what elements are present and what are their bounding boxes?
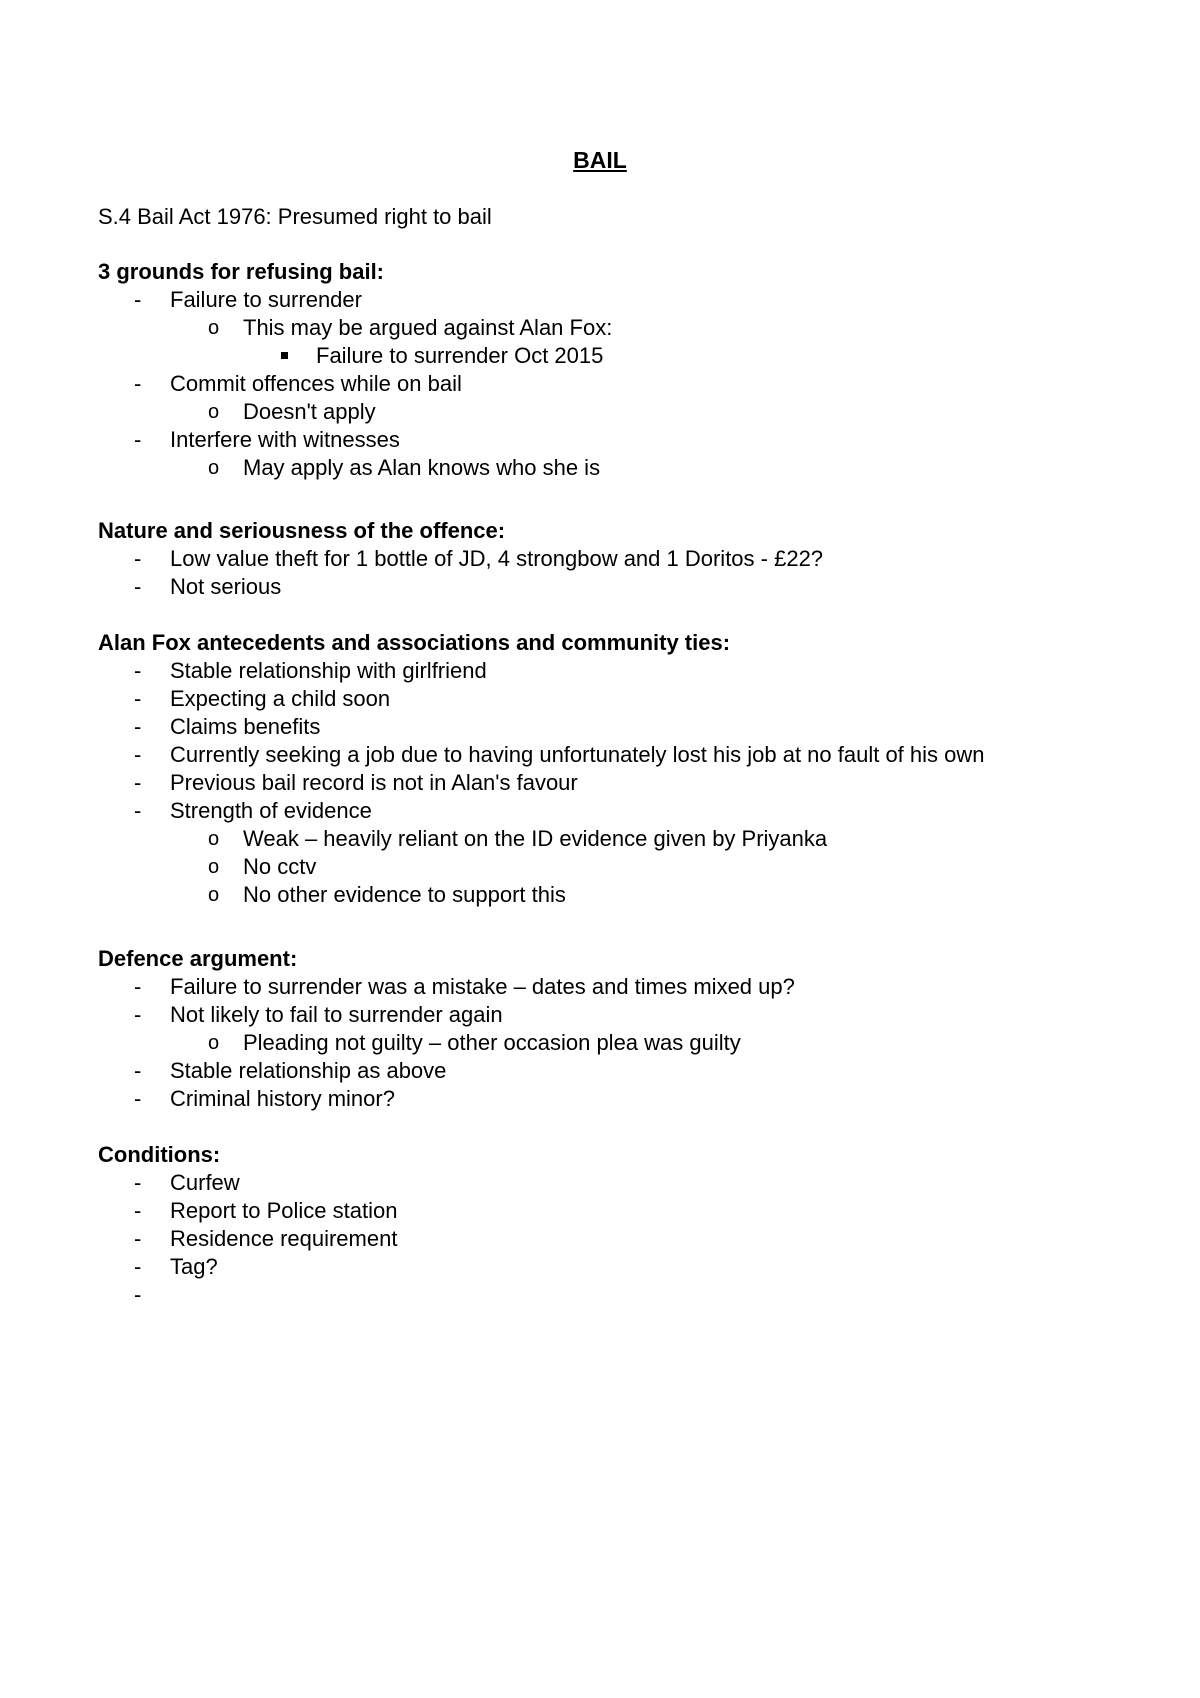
section-antecedents-and-community-ties (98, 629, 1158, 909)
list-item: - Claims benefits (134, 714, 321, 739)
section-heading: 3 grounds for refusing bail: (98, 259, 385, 284)
list-item: - Curfew (134, 1170, 240, 1195)
dash-bullet-icon: - (134, 798, 142, 823)
list-item: - Stable relationship as above (134, 1058, 447, 1083)
document-title: BAIL (573, 147, 627, 173)
section-heading: Nature and seriousness of the offence: (98, 518, 506, 543)
dash-bullet-icon: - (134, 574, 142, 599)
intro-line: S.4 Bail Act 1976: Presumed right to bail (98, 204, 492, 229)
circle-bullet-icon: o (208, 856, 220, 878)
list-item: - Interfere with witnesses (134, 427, 400, 452)
circle-bullet-icon: o (208, 828, 220, 850)
section-heading: Defence argument: (98, 946, 298, 971)
dash-bullet-icon: - (134, 1058, 142, 1083)
list-item: Failure to surrender Oct 2015 (98, 342, 1158, 370)
dash-bullet-icon: - (134, 427, 142, 452)
list-item: - Not serious (134, 574, 282, 599)
dash-bullet-icon: - (134, 287, 142, 312)
list-item: - Expecting a child soon (134, 686, 391, 711)
section-defence-argument (98, 945, 1158, 1113)
list-item: - Previous bail record is not in Alan's favour (134, 770, 578, 795)
dash-bullet-icon: - (134, 770, 142, 795)
list-item: - Not likely to fail to surrender again (134, 1002, 503, 1027)
section-grounds-for-refusing-bail (98, 258, 1158, 482)
dash-bullet-icon: - (134, 1254, 142, 1279)
dash-bullet-icon: - (134, 1282, 142, 1307)
list-item: o No cctv (208, 854, 317, 879)
dash-bullet-icon: - (134, 1086, 142, 1111)
list-item: - Tag? (134, 1254, 218, 1279)
circle-bullet-icon: o (208, 884, 220, 906)
section-conditions (98, 1141, 1158, 1309)
section-nature-and-seriousness (98, 517, 1158, 601)
list-item: o Pleading not guilty – other occasion plea was guilty (208, 1030, 741, 1055)
list-item: - Residence requirement (134, 1226, 398, 1251)
dash-bullet-icon: - (134, 714, 142, 739)
list-item: - Commit offences while on bail (134, 371, 462, 396)
list-item: o Doesn't apply (208, 399, 376, 424)
list-item: o No other evidence to support this (208, 882, 566, 907)
circle-bullet-icon: o (208, 1032, 220, 1054)
list-item: o May apply as Alan knows who she is (208, 455, 601, 480)
dash-bullet-icon: - (134, 1170, 142, 1195)
dash-bullet-icon: - (134, 546, 142, 571)
dash-bullet-icon: - (134, 1226, 142, 1251)
list-item: o This may be argued against Alan Fox: (208, 315, 613, 340)
dash-bullet-icon: - (134, 658, 142, 683)
list-item: - Strength of evidence (134, 798, 372, 823)
list-item: - Report to Police station (134, 1198, 398, 1223)
list-item: - Failure to surrender was a mistake – dates and times mixed up? (134, 974, 795, 999)
dash-bullet-icon: - (134, 974, 142, 999)
section-heading: Alan Fox antecedents and associations and community ties: (98, 630, 731, 655)
list-item: - Failure to surrender (134, 287, 362, 312)
circle-bullet-icon: o (208, 457, 220, 479)
list-item (98, 1281, 1158, 1309)
list-item: o Weak – heavily reliant on the ID evidence given by Priyanka (208, 826, 828, 851)
square-bullet-icon (281, 342, 305, 370)
list-item: - Stable relationship with girlfriend (134, 658, 487, 683)
section-heading: Conditions: (98, 1142, 221, 1167)
dash-bullet-icon: - (134, 1198, 142, 1223)
list-item: - Currently seeking a job due to having unfortunately lost his job at no fault of his own (134, 742, 985, 767)
dash-bullet-icon: - (134, 686, 142, 711)
circle-bullet-icon: o (208, 401, 220, 423)
list-item: - Criminal history minor? (134, 1086, 395, 1111)
dash-bullet-icon: - (134, 1002, 142, 1027)
dash-bullet-icon: - (134, 371, 142, 396)
dash-bullet-icon: - (134, 742, 142, 767)
circle-bullet-icon: o (208, 317, 220, 339)
list-item: - Low value theft for 1 bottle of JD, 4 strongbow and 1 Doritos - £22? (134, 546, 824, 571)
